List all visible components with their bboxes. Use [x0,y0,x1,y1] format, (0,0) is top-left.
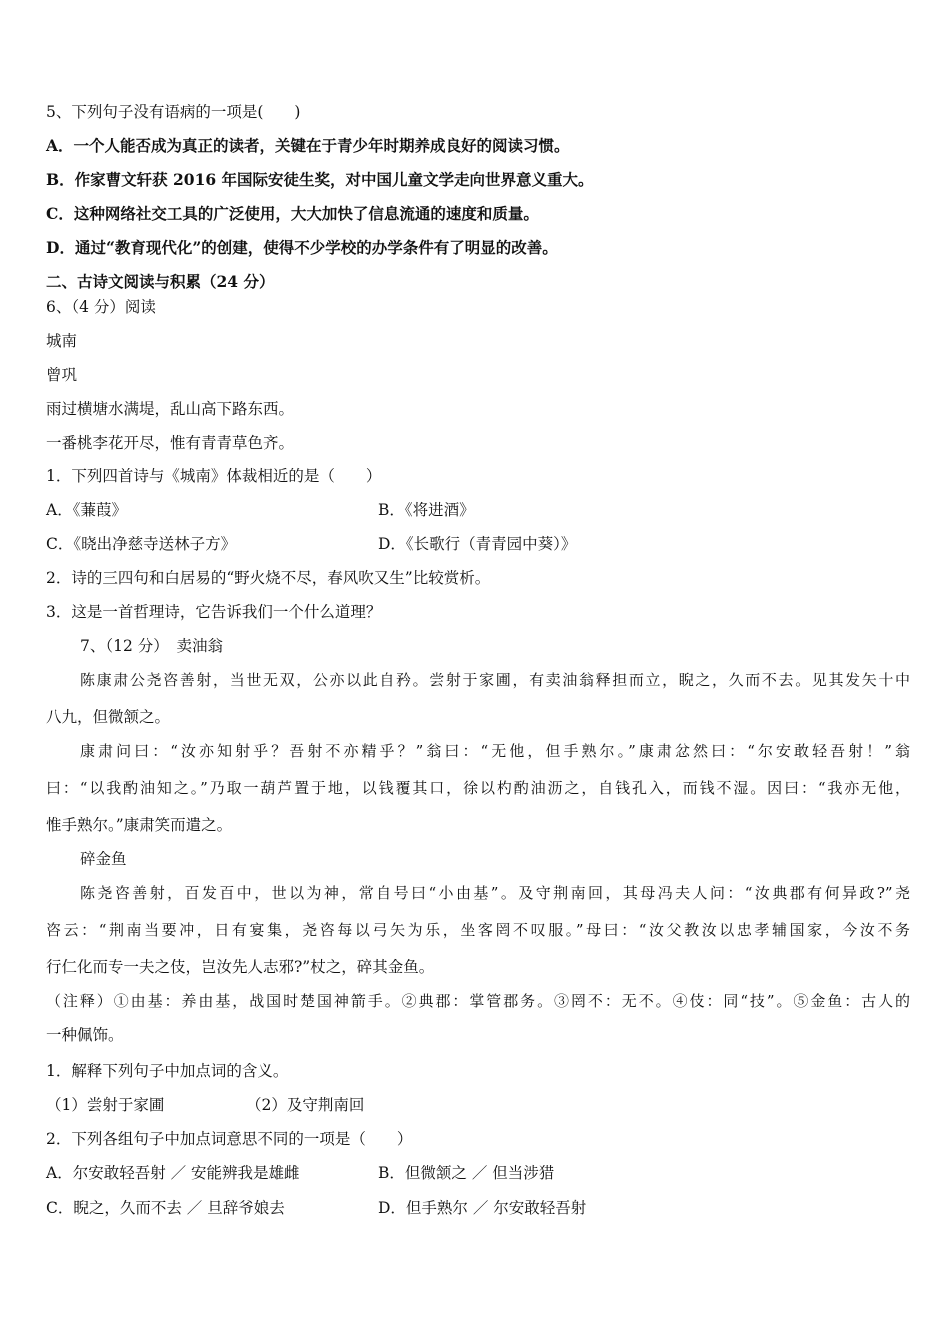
q6-sub1-option-b: B．《将进酒》 [378,501,475,519]
q7-sub1-item-2: （2）及守荆南回 [246,1096,365,1114]
poem-line: 一番桃李花开尽，惟有青青草色齐。 [46,434,295,452]
poem-line: 雨过横塘水满堤，乱山高下路东西。 [46,400,295,418]
q7-sub2-option-c: C．睨之，久而不去 ／ 旦辞爷娘去 [46,1199,285,1217]
q7-sub2-option-a: A．尔安敢轻吾射 ／ 安能辨我是雄雌 [46,1164,300,1182]
q7-sub1: 1．解释下列句子中加点词的含义。 [46,1062,289,1080]
section-title: 二、古诗文阅读与积累（24 分） [46,272,275,291]
passage-line: 陈尧咨善射，百发百中，世以为神，常自号曰“小由基”。及守荆南回，其母冯夫人问：“汝典郡有何异政?”尧 [80,884,910,902]
q5-option-a: A．一个人能否成为真正的读者，关键在于青少年时期养成良好的阅读习惯。 [46,136,570,155]
q6-header: 6、（4 分）阅读 [46,298,156,316]
q5-option-d: D．通过“教育现代化”的创建，使得不少学校的办学条件有了明显的改善。 [46,238,558,257]
q7-sub1-item-1: （1）尝射于家圃 [46,1096,165,1114]
poem-author: 曾巩 [46,366,78,384]
q7-header: 7、（12 分） 卖油翁 [80,637,224,655]
q5-option-b: B．作家曹文轩获 2016 年国际安徒生奖，对中国儿童文学走向世界意义重大。 [46,170,594,189]
q5-option-c: C．这种网络社交工具的广泛使用，大大加快了信息流通的速度和质量。 [46,204,539,223]
q5-stem: 5、下列句子没有语病的一项是( ) [46,103,301,121]
q6-sub1: 1．下列四首诗与《城南》体裁相近的是（ ） [46,467,382,485]
passage-title: 碎金鱼 [80,850,127,868]
passage-line: 陈康肃公尧咨善射，当世无双，公亦以此自矜。尝射于家圃，有卖油翁释担而立，睨之，久而不去。见其发矢十中 [80,671,910,689]
passage-line: 惟手熟尔。”康肃笑而遣之。 [46,816,233,834]
q6-sub1-option-d: D．《长歌行（青青园中葵）》 [378,535,577,553]
passage-line: 康肃问曰：“汝亦知射乎？吾射不亦精乎？”翁曰：“无他，但手熟尔。”康肃忿然曰：“尔安敢轻吾射！”翁 [80,742,910,760]
q6-sub1-option-a: A．《蒹葭》 [46,501,127,519]
annotation-line: （注释）①由基：养由基，战国时楚国神箭手。②典郡：掌管郡务。③罔不：无不。④伎：同“技”。⑤金鱼：古人的 [46,992,910,1010]
passage-line: 曰：“以我酌油知之。”乃取一葫芦置于地，以钱覆其口，徐以杓酌油沥之，自钱孔入，而钱不湿。因曰：“我亦无他， [46,779,910,797]
q7-sub2-option-d: D．但手熟尔 ／ 尔安敢轻吾射 [378,1199,587,1217]
passage-line: 八九，但微颔之。 [46,708,171,726]
poem-title: 城南 [46,332,78,350]
q6-sub1-option-c: C．《晓出净慈寺送林子方》 [46,535,237,553]
passage-line: 咨云：“荆南当要冲，日有宴集，尧咨每以弓矢为乐，坐客罔不叹服。”母曰：“汝父教汝以忠孝辅国家，今汝不务 [46,921,910,939]
annotation-line: 一种佩饰。 [46,1026,124,1044]
q7-sub2-option-b: B．但微颔之 ／ 但当涉猎 [378,1164,555,1182]
passage-line: 行仁化而专一夫之伎，岂汝先人志邪?”杖之，碎其金鱼。 [46,958,435,976]
q6-sub2: 2．诗的三四句和白居易的“野火烧不尽，春风吹又生”比较赏析。 [46,569,491,587]
q7-sub2: 2．下列各组句子中加点词意思不同的一项是（ ） [46,1130,413,1148]
q6-sub3: 3．这是一首哲理诗，它告诉我们一个什么道理？ [46,603,382,621]
